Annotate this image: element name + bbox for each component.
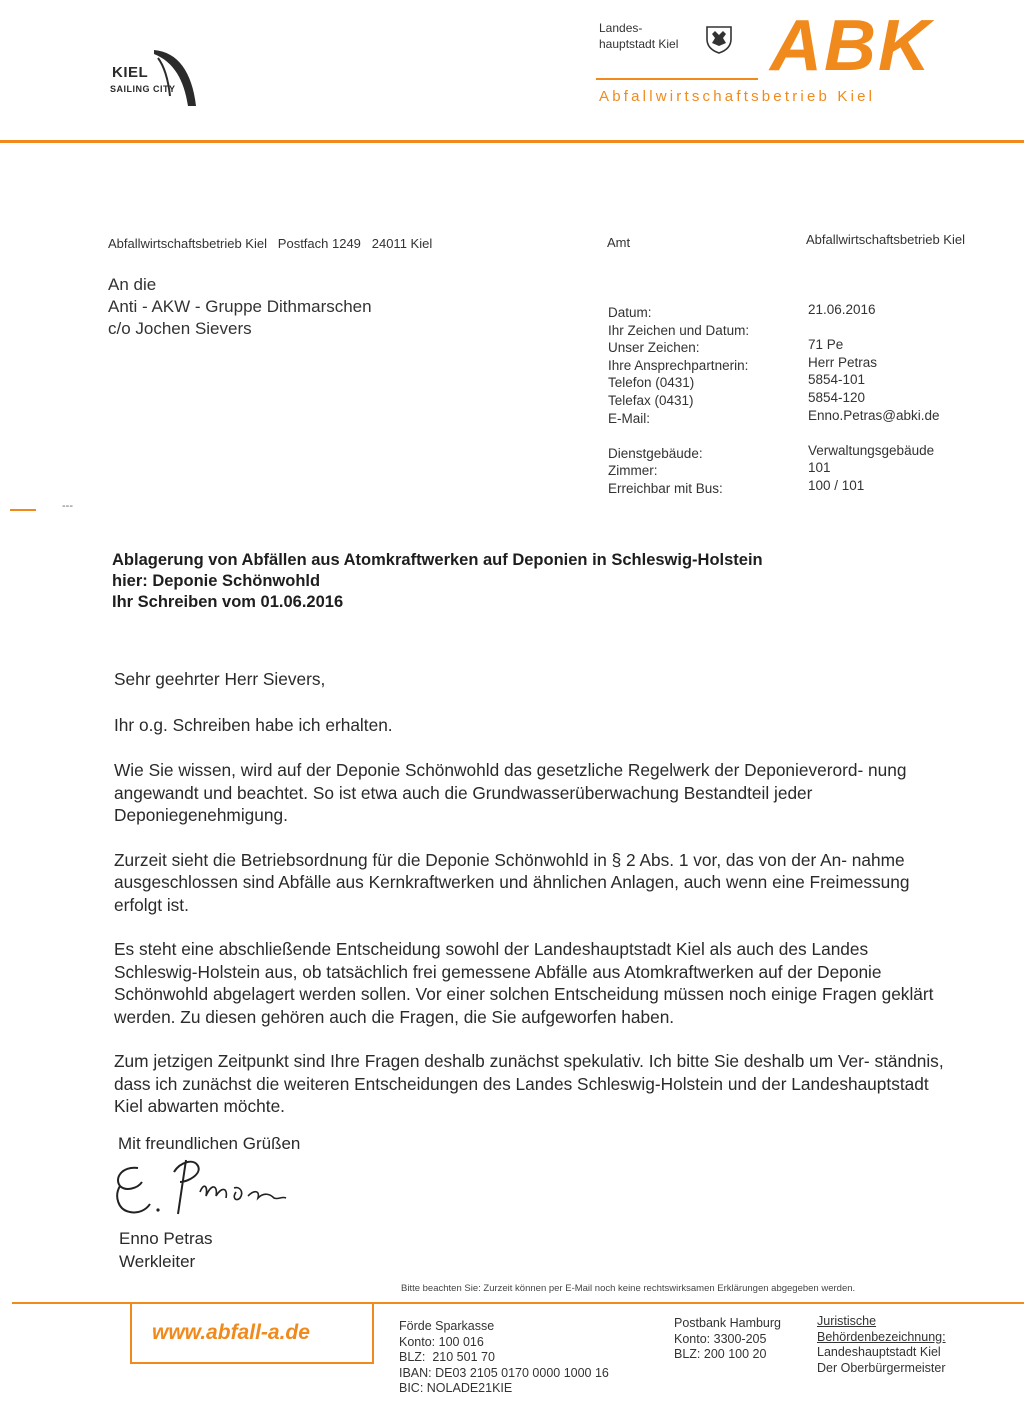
bank-details-sparkasse [399, 1319, 609, 1397]
subject-block [112, 550, 763, 613]
bank-line: Postbank Hamburg [674, 1316, 782, 1330]
signature-icon [108, 1152, 308, 1232]
legal-heading: Behördenbezeichnung: [817, 1329, 946, 1344]
body-paragraph: Zurzeit sieht die Betriebsordnung für die Deponie Schönwohld in § 2 Abs. 1 vor, das von der An- nahme ausgeschlossen sind Abfälle aus Kernkraftwerken und ähnlichen Anlagen, auch wenn eine Freimessung erfolgt ist. [114, 849, 910, 915]
info-value: 5854-120 [808, 389, 866, 405]
kiel-logo-subtext: SAILING CITY [110, 84, 176, 94]
bank-details-postbank [674, 1316, 781, 1363]
signer-block [119, 1227, 213, 1273]
fold-dash: --- [62, 500, 73, 512]
email-disclaimer: Bitte beachten Sie: Zurzeit können per E-Mail noch keine rechtswirksamen Erklärungen abgegeben werden. [401, 1283, 856, 1294]
abk-rule [596, 78, 758, 80]
info-label: E-Mail: [608, 410, 651, 426]
city-crest-icon [704, 24, 734, 54]
body-paragraph: Wie Sie wissen, wird auf der Deponie Schönwohld das gesetzliche Regelwerk der Deponieverord- nung angewandt und beachtet. So ist etwa auch die Grundwasserüberwachung Bestandteil jeder Deponiegenehmigung. [114, 760, 907, 825]
bank-line: Förde Sparkasse [399, 1319, 495, 1333]
legal-line: Landeshauptstadt Kiel [817, 1345, 941, 1359]
info-value: Verwaltungsgebäude [808, 442, 935, 458]
info-label: Telefon (0431) [608, 375, 695, 391]
info-label: Ihre Ansprechpartnerin: [608, 357, 749, 373]
bank-line: BLZ: 200 100 20 [674, 1347, 767, 1361]
info-values [808, 301, 940, 495]
info-spacer [808, 424, 940, 442]
kiel-logo-text: KIEL [112, 64, 149, 81]
info-label: Ihr Zeichen und Datum: [608, 322, 750, 338]
subject-line: Ihr Schreiben vom 01.06.2016 [112, 593, 344, 611]
amt-label: Amt [607, 235, 631, 250]
info-value-date: 21.06.2016 [808, 302, 876, 317]
info-value: 100 / 101 [808, 477, 865, 493]
info-label: Erreichbar mit Bus: [608, 480, 723, 496]
info-spacer [608, 427, 749, 445]
body-paragraph: Ihr o.g. Schreiben habe ich erhalten. [114, 714, 393, 735]
abk-subtitle: Abfallwirtschaftsbetrieb Kiel [599, 88, 876, 105]
bank-line: IBAN: DE03 2105 0170 0000 1000 16 [399, 1365, 609, 1380]
info-label: Zimmer: [608, 463, 658, 479]
info-label: Telefax (0431) [608, 392, 694, 408]
fold-mark [10, 509, 36, 511]
website-link[interactable]: www.abfall-a.de [152, 1321, 310, 1344]
letter-body [114, 668, 954, 1130]
salutation: Sehr geehrter Herr Sievers, [114, 669, 326, 689]
closing: Mit freundlichen Grüßen [118, 1134, 301, 1153]
abk-logo: ABK [770, 6, 932, 86]
info-value: Herr Petras [808, 354, 878, 370]
legal-designation [817, 1314, 946, 1376]
body-paragraph: Es steht eine abschließende Entscheidung sowohl der Landeshauptstadt Kiel als auch des Landes Schleswig-Holstein aus, ob tatsächlich frei gemessene Abfälle aus Atomkraftwerken auf der Deponie Schönwohld abgelagert werden sollen. Vor einer solchen Entscheidung müssen noch einige Fragen geklärt werden. Zu diesen gehören auch die Fragen, die Sie aufgeworfen haben. [114, 939, 934, 1027]
legal-heading: Juristische [817, 1314, 877, 1328]
bank-line: BLZ: 210 501 70 [399, 1350, 495, 1364]
subject-line: Ablagerung von Abfällen aus Atomkraftwerken auf Deponien in Schleswig-Holstein [112, 551, 763, 569]
signer-name: Enno Petras [119, 1229, 213, 1248]
sender-line: Abfallwirtschaftsbetrieb Kiel Postfach 1249 24011 Kiel [108, 236, 433, 251]
recipient-line: An die [108, 275, 157, 294]
info-label: Unser Zeichen: [608, 340, 700, 356]
info-value: 5854-101 [808, 372, 866, 388]
city-name-line1: Landes- [599, 21, 643, 35]
amt-value: Abfallwirtschaftsbetrieb Kiel [806, 232, 965, 247]
sail-logo-icon [148, 46, 200, 110]
info-value [808, 319, 940, 337]
info-value: 71 Pe [808, 337, 844, 353]
info-value-email: Enno.Petras@abki.de [808, 407, 940, 423]
recipient-address [108, 274, 372, 340]
info-label: Datum: [608, 305, 652, 320]
city-name-line2: hauptstadt Kiel [599, 37, 679, 51]
info-labels [608, 304, 749, 498]
bank-line: Konto: 3300-205 [674, 1331, 767, 1346]
recipient-line: Anti - AKW - Gruppe Dithmarschen [108, 297, 372, 316]
info-value: 101 [808, 460, 831, 476]
body-paragraph: Zum jetzigen Zeitpunkt sind Ihre Fragen deshalb zunächst spekulativ. Ich bitte Sie deshalb um Ver- ständnis, dass ich zunächst die weiteren Entscheidungen des Landes Schleswig-Holstein und der Landeshauptstadt Kiel abwarten möchte. [114, 1051, 944, 1116]
legal-line: Der Oberbürgermeister [817, 1360, 946, 1375]
bank-line: Konto: 100 016 [399, 1334, 484, 1349]
signer-title: Werkleiter [119, 1252, 196, 1271]
recipient-line: c/o Jochen Sievers [108, 319, 252, 338]
subject-line: hier: Deponie Schönwohld [112, 572, 321, 590]
header-divider [0, 140, 1024, 143]
info-label: Dienstgebäude: [608, 445, 703, 461]
bank-line: BIC: NOLADE21KIE [399, 1381, 513, 1395]
